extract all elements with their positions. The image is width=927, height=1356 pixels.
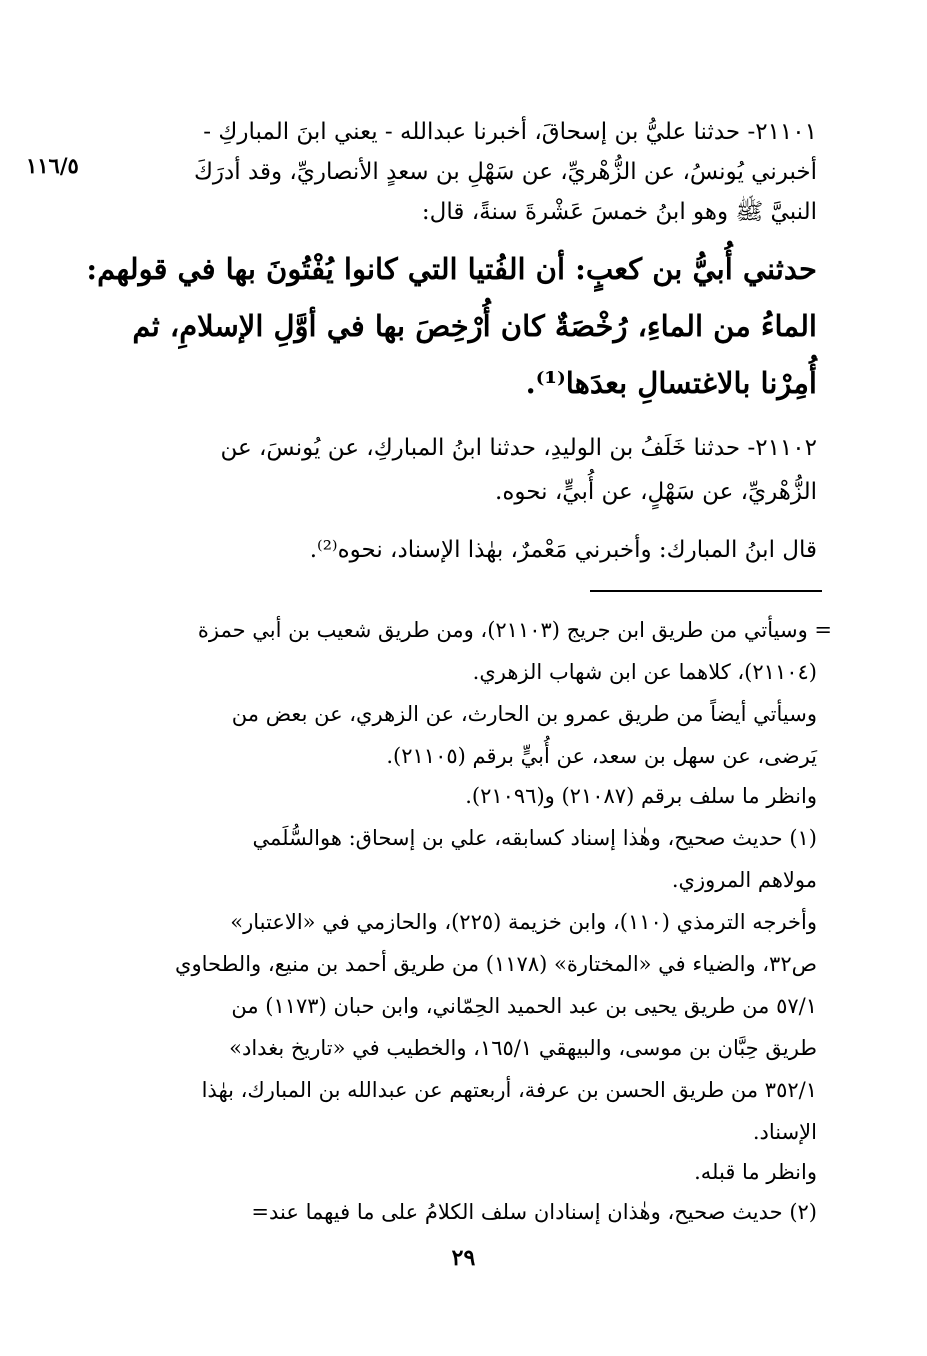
footnote-line: وأخرجه الترمذي (١١٠)، وابن خزيمة (٢٢٥)، والحازمي في «الاعتبار» (230, 910, 817, 934)
footnote-line: يَرضى، عن سهل بن سعد، عن أُبيٍّ برقم (٢١١٠٥). (386, 744, 817, 768)
matn-line: أُمِرْنا بالاغتسالِ بعدَها⁽¹⁾. (525, 366, 817, 400)
footnote-line: وانظر ما سلف برقم (٢١٠٨٧) و(٢١٠٩٦). (465, 784, 817, 808)
footnote-line: الإسناد. (752, 1120, 817, 1144)
hadith-line: قال ابنُ المبارك: وأخبرني مَعْمرٌ، بهٰذا الإسناد، نحوه⁽²⁾. (309, 537, 817, 563)
hadith-line: النبيَّ ﷺ وهو ابنُ خمسَ عَشْرةَ سنةً، قال: (421, 199, 817, 225)
hadith-line: أخبرني يُونسُ، عن الزُّهْريِّ، عن سَهْلِ بن سعدٍ الأنصاريِّ، وقد أدرَكَ (193, 159, 817, 185)
footnote-line: (٢١١٠٤)، كلاهما عن ابن شهاب الزهري. (472, 660, 817, 684)
hadith-line: الزُّهْريِّ، عن سَهْلٍ، عن أُبيٍّ، نحوه. (495, 479, 817, 505)
footnote-line: طريق حِبَّان بن موسى، والبيهقي ١٦٥/١، والخطيب في «تاريخ بغداد» (229, 1036, 817, 1060)
hadith-line: ٢١١٠١- حدثنا عليُّ بن إسحاقَ، أخبرنا عبدالله - يعني ابنَ المباركِ - (203, 119, 817, 145)
page-number: ٢٩ (451, 1245, 476, 1271)
footnote-line: = وسيأتي من طريق ابن جريج (٢١١٠٣)، ومن طريق شعيب بن أبي حمزة (197, 618, 832, 642)
footnote-line: ص٣٢، والضياء في «المختارة» (١١٧٨) من طريق أحمد بن منيع، والطحاوي (175, 952, 817, 976)
footnote-line: ٥٧/١ من طريق يحيى بن عبد الحميد الحِمّاني، وابن حبان (١١٧٣) من (231, 994, 817, 1018)
footnote-separator (590, 590, 822, 592)
footnote-1: (١) حديث صحيح، وهٰذا إسناد كسابقه، علي بن إسحاق: هوالسُّلَمي (252, 826, 817, 850)
matn-line: الماءُ من الماءِ، رُخْصَةٌ كان أُرْخِصَ بها في أوَّلِ الإسلامِ، ثم (132, 309, 817, 343)
footnote-line: وانظر ما قبله. (694, 1160, 817, 1184)
hadith-line: ٢١١٠٢- حدثنا خَلَفُ بن الوليدِ، حدثنا ابنُ المباركِ، عن يُونسَ، عن (220, 435, 817, 461)
matn-line: حدثني أُبيُّ بن كعبٍ: أن الفُتيا التي كانوا يُفْتُونَ بها في قولهم: (86, 252, 817, 286)
footnote-line: وسيأتي أيضاً من طريق عمرو بن الحارث، عن الزهري، عن بعض من (231, 702, 817, 726)
margin-reference: ١١٦/٥ (26, 153, 79, 178)
footnote-line: مولاهم المروزي. (671, 868, 817, 892)
footnote-2: (٢) حديث صحيح، وهٰذان إسنادان سلف الكلامُ على ما فيهما عند= (251, 1200, 817, 1224)
footnote-line: ٣٥٢/١ من طريق الحسن بن عرفة، أربعتهم عن عبدالله بن المبارك، بهٰذا (201, 1078, 817, 1102)
